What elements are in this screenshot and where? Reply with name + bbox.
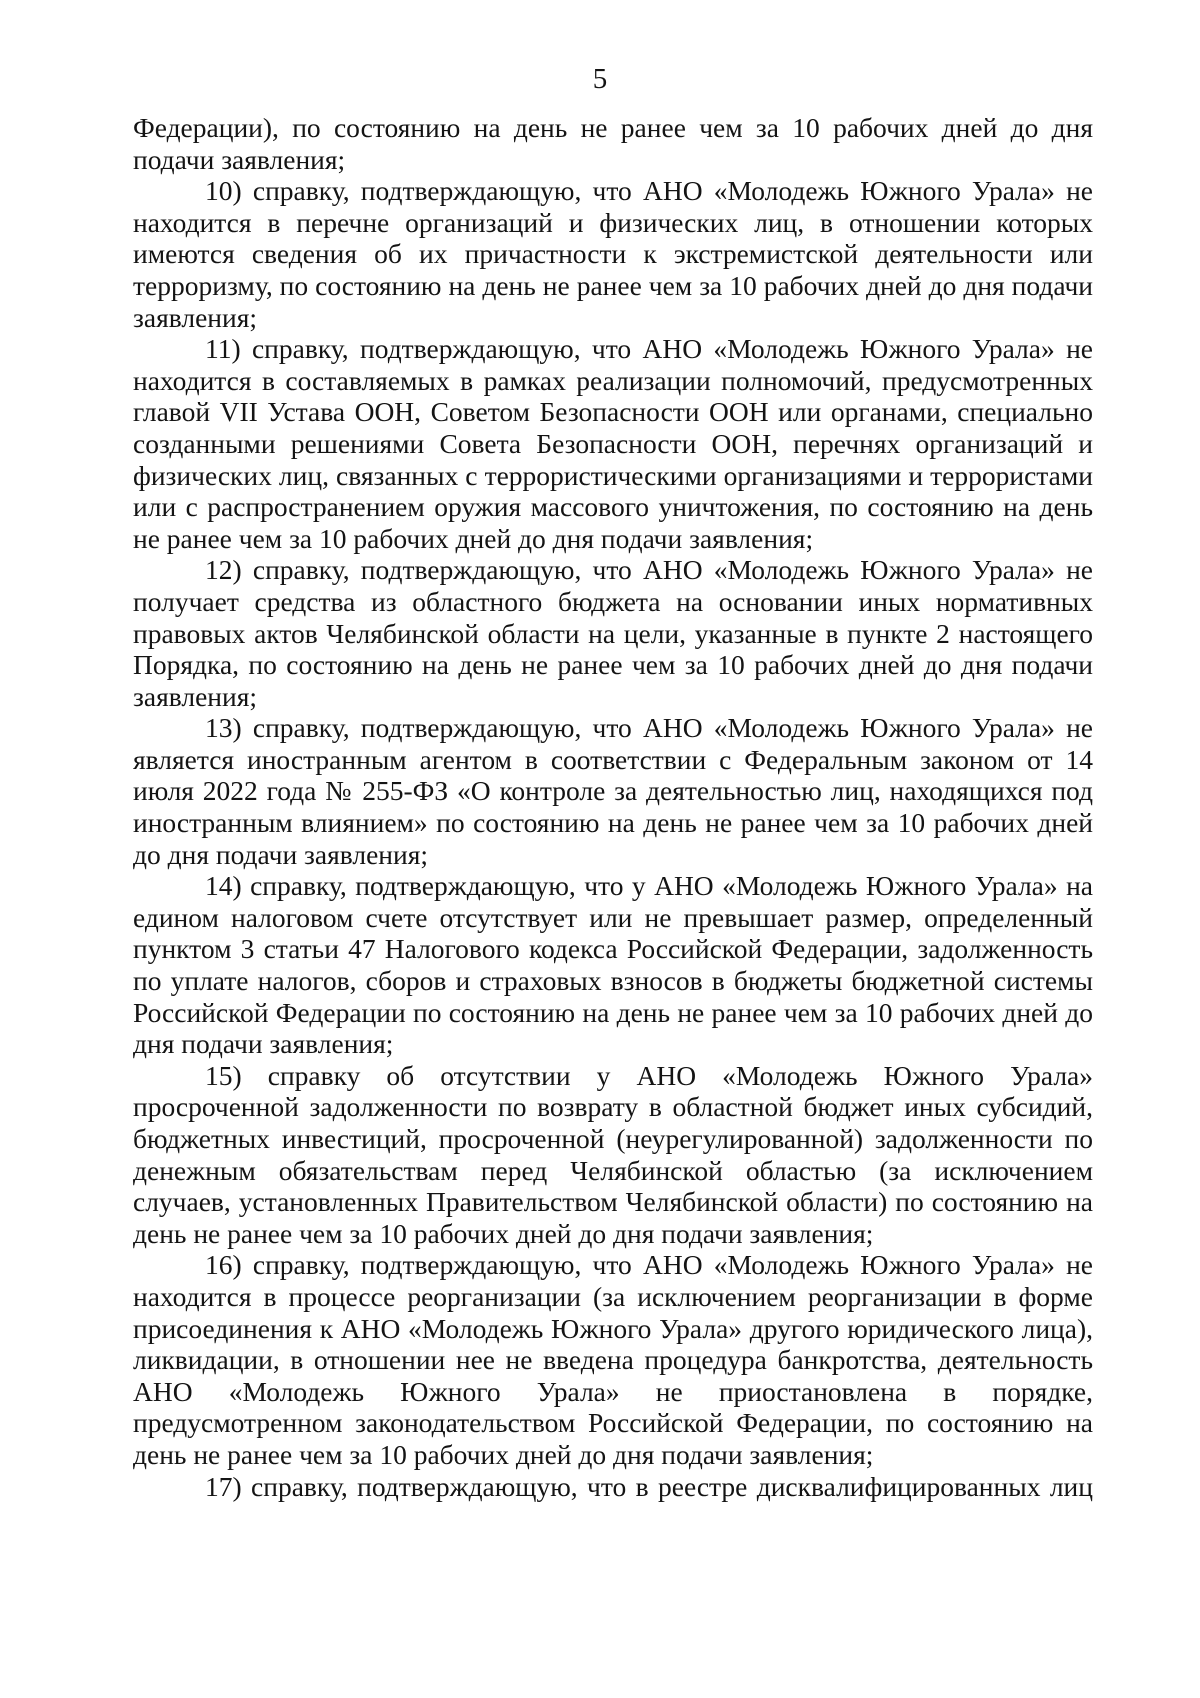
document-body <box>133 112 1093 1502</box>
page-number: 5 <box>592 63 608 95</box>
paragraph-item-17: 17) справку, подтверждающую, что в реестре дисквалифицированных лиц <box>205 1470 1093 1502</box>
paragraph-item-13: 13) справку, подтверждающую, что АНО «Молодежь Южного Урала» не является иностранным агентом в соответствии с Федеральным законом от 14 июля 2022 года № 255-ФЗ «О контроле за деятельностью лиц, находящихся под иностранным влиянием» по состоянию на день не ранее чем за 10 рабочих дней до дня подачи заявления; <box>133 712 1093 870</box>
paragraph-continuation: Федерации), по состоянию на день не ранее чем за 10 рабочих дней до дня подачи заявления; <box>133 112 1093 175</box>
paragraph-item-14: 14) справку, подтверждающую, что у АНО «Молодежь Южного Урала» на едином налоговом счете отсутствует или не превышает размер, определенный пунктом 3 статьи 47 Налогового кодекса Российской Федерации, задолженность по уплате налогов, сборов и страховых взносов в бюджеты бюджетной системы Российской Федерации по состоянию на день не ранее чем за 10 рабочих дней до дня подачи заявления; <box>133 870 1093 1060</box>
paragraph-item-12: 12) справку, подтверждающую, что АНО «Молодежь Южного Урала» не получает средства из областного бюджета на основании иных нормативных правовых актов Челябинской области на цели, указанные в пункте 2 настоящего Порядка, по состоянию на день не ранее чем за 10 рабочих дней до дня подачи заявления; <box>133 554 1093 712</box>
paragraph-item-10: 10) справку, подтверждающую, что АНО «Молодежь Южного Урала» не находится в перечне организаций и физических лиц, в отношении которых имеются сведения об их причастности к экстремистской деятельности или терроризму, по состоянию на день не ранее чем за 10 рабочих дней до дня подачи заявления; <box>133 175 1093 333</box>
paragraph-item-11: 11) справку, подтверждающую, что АНО «Молодежь Южного Урала» не находится в составляемых в рамках реализации полномочий, предусмотренных главой VII Устава ООН, Советом Безопасности ООН или органами, специально созданными решениями Совета Безопасности ООН, перечнях организаций и физических лиц, связанных с террористическими организациями и террористами или с распространением оружия массового уничтожения, по состоянию на день не ранее чем за 10 рабочих дней до дня подачи заявления; <box>133 333 1093 554</box>
paragraph-item-16: 16) справку, подтверждающую, что АНО «Молодежь Южного Урала» не находится в процессе реорганизации (за исключением реорганизации в форме присоединения к АНО «Молодежь Южного Урала» другого юридического лица), ликвидации, в отношении нее не введена процедура банкротства, деятельность АНО «Молодежь Южного Урала» не приостановлена в порядке, предусмотренном законодательством Российской Федерации, по состоянию на день не ранее чем за 10 рабочих дней до дня подачи заявления; <box>133 1249 1093 1470</box>
paragraph-item-15: 15) справку об отсутствии у АНО «Молодежь Южного Урала» просроченной задолженности по возврату в областной бюджет иных субсидий, бюджетных инвестиций, просроченной (неурегулированной) задолженности по денежным обязательствам перед Челябинской областью (за исключением случаев, установленных Правительством Челябинской области) по состоянию на день не ранее чем за 10 рабочих дней до дня подачи заявления; <box>133 1059 1093 1249</box>
